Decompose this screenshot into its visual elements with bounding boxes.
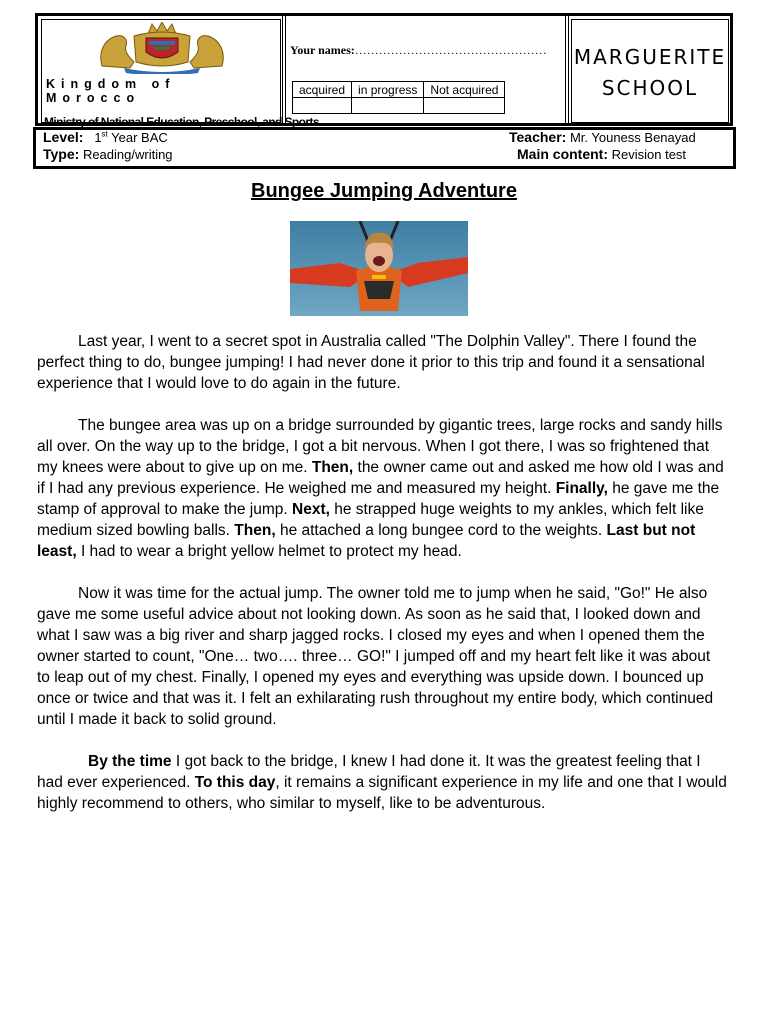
paragraph-2-text: he attached a long bungee cord to the weights. (275, 522, 607, 539)
paragraph-2-text: I had to wear a bright yellow helmet to protect my head. (76, 543, 462, 560)
school-name: MARGUERITE SCHOOL (573, 45, 727, 100)
skydiver-illustration (290, 221, 468, 316)
paragraph-1: Last year, I went to a secret spot in Australia called "The Dolphin Valley". There I found the perfect thing to do, bungee jumping! I had never done it prior to this trip and found it a sensational experience that I would love to do again in the future. (37, 333, 705, 392)
paragraph-3: Now it was time for the actual jump. The owner told me to jump when he said, "Go!" He also gave me some useful advice about not looking down. As soon as he said that, I looked down and what I saw was a big river and sharp jagged rocks. I closed my eyes and when I opened them the owner started to count, "One… two…. three… GO!" I jumped off and my heart felt like it was about to leap out of my chest. Finally, I opened my eyes and everything was upside down. I bounced up once or twice and that was it. I felt an exhilarating rush throughout my entire body, which continued until I made it back to solid ground. (37, 585, 714, 728)
eval-acquired-box[interactable] (293, 98, 352, 114)
evaluation-table (292, 81, 505, 114)
reading-passage (37, 331, 727, 835)
eval-in-progress-box[interactable] (352, 98, 424, 114)
course-info-bar (33, 127, 736, 169)
teacher-label: Teacher: (509, 129, 567, 145)
header-box (35, 13, 733, 129)
transition-word: Then, (234, 522, 276, 539)
paragraph-4-text: I got back to the bridge, I knew I had done it. It was the greatest feeling that I had ever experienced. (37, 753, 701, 791)
transition-word: Last but not least, (37, 522, 696, 560)
type-row (43, 146, 173, 162)
school-cell (571, 19, 729, 123)
paragraph-2-text: the owner came out and asked me how old I was and if I had any previous experience. He weighed me and measured my height. (37, 459, 724, 497)
transition-word: Finally, (555, 480, 608, 497)
ministry-label: Ministry of National Education, Preschool, and Sports (44, 115, 319, 129)
content-row (517, 146, 686, 162)
level-superscript: st (101, 129, 108, 139)
teacher-row (509, 129, 696, 145)
transition-word: By the time (88, 753, 172, 770)
transition-word: Next, (292, 501, 330, 518)
level-label: Level: (43, 129, 84, 145)
eval-not-acquired-box[interactable] (424, 98, 505, 114)
teacher-value: Mr. Youness Benayad (569, 130, 696, 145)
main-content-label: Main content: (517, 146, 608, 162)
moroccan-coat-of-arms-icon (94, 22, 230, 74)
paragraph-2 (37, 415, 727, 562)
header-divider (282, 16, 286, 123)
paragraph-2-text: The bungee area was up on a bridge surrounded by gigantic trees, large rocks and sandy hills all over. On the way up to the bridge, I got a bit nervous. When I got there, I was so frightened that my knees were about to give up on me. (37, 417, 723, 476)
level-row (43, 129, 168, 145)
paragraph-4-text: , it remains a significant experience in my life and one that I would highly recommend to others, who similar to myself, like to be adventurous. (37, 774, 727, 812)
skydiver-photo (290, 221, 468, 316)
paragraph-2-text: he gave me the stamp of approval to make the jump. (37, 480, 720, 518)
main-content-value: Revision test (611, 147, 687, 162)
eval-not-acquired-label: Not acquired (424, 82, 505, 98)
transition-word: To this day (194, 774, 276, 791)
names-field[interactable] (290, 43, 547, 58)
paragraph-4 (37, 751, 727, 814)
level-value: Year BAC (107, 130, 168, 145)
level-number: 1 (94, 130, 102, 145)
names-label: Your names: (290, 43, 355, 57)
transition-word: Then, (311, 459, 354, 476)
student-info-cell (288, 19, 562, 123)
header-divider (565, 16, 569, 123)
type-value: Reading/writing (82, 147, 173, 162)
names-dots: ………………………………………… (354, 43, 547, 57)
kingdom-label: Kingdom of Morocco (46, 77, 176, 105)
ministry-logo-cell (41, 19, 319, 129)
paragraph-2-text: he strapped huge weights to my ankles, which felt like medium sized bowling balls. (37, 501, 704, 539)
type-label: Type: (43, 146, 80, 162)
eval-acquired-label: acquired (293, 82, 352, 98)
page-title: Bungee Jumping Adventure (251, 180, 517, 202)
eval-in-progress-label: in progress (352, 82, 424, 98)
